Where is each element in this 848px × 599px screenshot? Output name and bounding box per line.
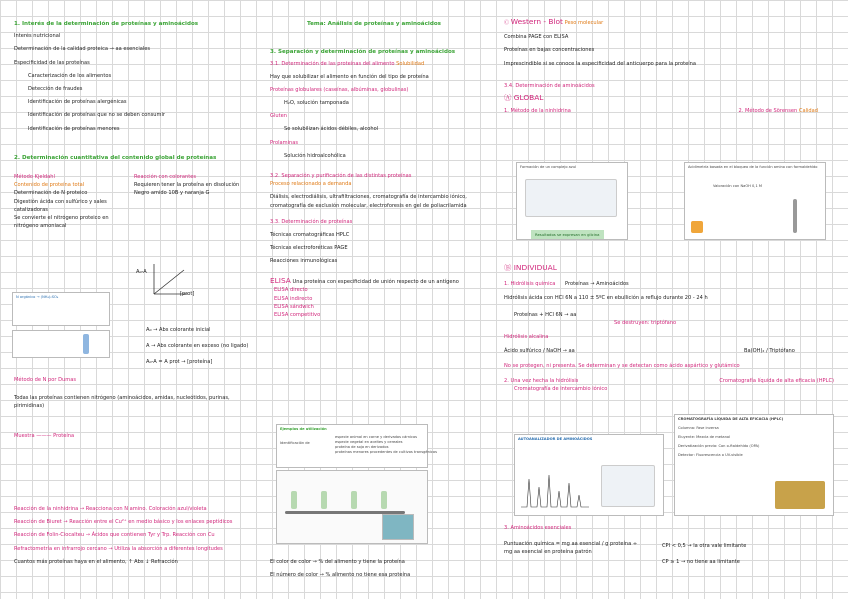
- burette-icon: [83, 334, 89, 354]
- cromat-label: Cromatografía de intercambio iónico: [514, 386, 608, 393]
- kjeldahl-items: [14, 189, 124, 237]
- elisa-panel-list: [333, 435, 439, 455]
- individual-section: [504, 264, 844, 393]
- aa-esenciales-section: [504, 524, 844, 565]
- burette-icon: [793, 199, 797, 233]
- elisa-bottom-lines: [270, 558, 410, 584]
- ninhidrina-panel: [516, 162, 628, 240]
- antibody-icon: [351, 491, 357, 509]
- sec33-item: Técnicas electroforéticas PAGE: [270, 244, 348, 251]
- ninh-result-wrap: [531, 221, 604, 240]
- bottom-bullet: Reacción de Folin-Ciocalteu → Ácidos que contienen Tyr y Trp. Reacción con Cu: [14, 532, 215, 539]
- elisa-item: ELISA competitivo: [274, 312, 321, 319]
- elisa-panel-item: especie animal en carne y derivados cárnicos: [335, 435, 418, 439]
- sec1-subitem: Caracterización de los alimentos: [28, 72, 112, 79]
- column-middle: [262, 0, 498, 599]
- bottom-line: El color de color → % del alimento y tiene la proteína: [270, 559, 405, 565]
- hplc-label: Cromatografía líquida de alta eficacia (HPLC): [719, 377, 834, 384]
- separacion-title: 2. Una vez hecha la hidrólisis: [504, 377, 579, 384]
- eq-2: A → Abs colorante en exceso (no ligado): [146, 343, 249, 349]
- dumas-title: Método de N por Dumas: [14, 377, 76, 383]
- elisa-photo: [382, 514, 414, 540]
- bottom-bullet: Reacción de la ninhidrina → Reacciona con N amino. Coloración azul/violeta: [14, 506, 207, 512]
- antibody-icon: [321, 491, 327, 509]
- ninh-result: Resultados se expresan en glicina: [531, 230, 604, 239]
- bottom-bullet: Cuantos más proteínas haya en el alimento, ↑ Abs ↓ Refracción: [14, 558, 178, 565]
- sec31-item: Se solubilizan ácidos débiles, alcohol: [284, 126, 379, 133]
- hplc-row: Eluyente: Mezcla de metanol: [678, 435, 731, 439]
- section-33-title: 3.3. Determinación de proteínas: [270, 219, 353, 226]
- sorensen-note: Calidad: [798, 108, 818, 115]
- hplc-row: Columna: Fase inversa: [678, 426, 719, 430]
- hidrolisis-title: 1. Hidrólisis química: [504, 281, 556, 288]
- elisa-panel-item: proteínas menores procedentes de cultivos transgénicos: [335, 450, 437, 454]
- reaccion-title: Reacción con colorantes: [134, 174, 196, 181]
- elisa-panel-item: especie vegetal en aceites y cereales: [335, 440, 403, 444]
- section-2-title: 2. Determinación cuantitativa del contenido global de proteínas: [14, 154, 217, 161]
- elisa-panel-item: proteína de soja en derivados: [335, 445, 389, 449]
- sec31-sub: Solubilidad: [396, 61, 425, 68]
- sec1-item: Interés nutricional: [14, 33, 61, 40]
- sec1-subitem: Identificación de proteínas alergénicas: [28, 99, 127, 106]
- western-item: Proteínas en bajas concentraciones: [504, 47, 595, 54]
- ninhidrina-title: 1. Método de la ninhidrina: [504, 108, 571, 115]
- hidrolisis-formula: Proteínas → Aminoácidos: [565, 281, 629, 288]
- sor-caption: Acidimetría basada en el bloqueo de la función amino con formaldehído: [688, 165, 818, 169]
- sec1-subitem: Detección de fraudes: [28, 86, 83, 93]
- reaction-caption: N orgánico → (NH₄)₂SO₄: [16, 295, 59, 299]
- kjeldahl-item: Determinación de N proteico: [14, 190, 88, 197]
- sor-icon: [691, 221, 703, 233]
- kjeldahl-reaction-image: [12, 292, 110, 326]
- basic-note: Ba(OH)₂ / Triptófano: [744, 348, 795, 355]
- cromat-panel: [514, 434, 664, 516]
- sec33-item: Reacciones inmunológicas: [270, 258, 338, 265]
- elisa-item: ELISA indirecto: [274, 295, 313, 302]
- bottom-bullet: Refractometría en infrarrojo cercano → Utiliza la absorción a diferentes longitudes: [14, 545, 223, 552]
- elisa-item: ELISA sándwich: [274, 303, 314, 310]
- hplc-panel: [674, 414, 834, 516]
- sec1-subitem: Identificación de proteínas que no se deben consumir: [28, 112, 165, 119]
- kjeldahl-item: Se convierte el nitrógeno proteico en nitrógeno amoniacal: [14, 215, 109, 230]
- aa-note-1: CPI < 0,5 → la otra vale limitante: [662, 543, 747, 549]
- dumas-scheme: Muestra ——— Proteína: [14, 433, 75, 439]
- graph-y-label: A₀-A: [136, 269, 147, 275]
- chromatogram: [521, 469, 591, 509]
- global-label-text: GLOBAL: [513, 94, 544, 103]
- sorensen-panel: [684, 162, 826, 240]
- sec1-item: Especificidad de las proteínas: [14, 59, 90, 66]
- cromat-panel-title: AUTOANALIZADOR DE AMINOÁCIDOS: [518, 437, 593, 441]
- bottom-line: El número de color → % alimento no tiene esa proteína: [270, 572, 411, 579]
- global-label: Ⓐ GLOBAL: [504, 94, 544, 103]
- elisa-panel-label: Identificación de: [280, 441, 310, 445]
- western-item: Imprescindible si se conoce la especificidad del anticuerpo para la proteína: [504, 60, 696, 67]
- section-1-title: 1. Interés de la determinación de proteínas y aminoácidos: [14, 21, 199, 27]
- column-left: [0, 0, 262, 599]
- antibody-icon: [291, 491, 297, 509]
- basic-result: Ácido sulfúrico / NaOH → aa: [504, 348, 575, 355]
- antibody-icon: [381, 491, 387, 509]
- elisa-text: Una proteína con especificidad de unión respecto de un antígeno: [292, 279, 459, 286]
- global-methods-row: [504, 107, 842, 115]
- eq-1: A₀ → Abs colorante inicial: [146, 327, 211, 333]
- elisa-header: [270, 277, 498, 286]
- western-note: Peso molecular: [564, 20, 604, 26]
- sec31-item: H₂O, solución tamponada: [284, 100, 349, 107]
- elisa-panel-title: Ejemplos de utilización: [280, 427, 327, 431]
- elisa-examples-panel: [276, 424, 437, 468]
- kjeldahl-valoracion-image: [12, 330, 110, 358]
- section-32-title: 3.2. Separación y purificación de las distintas proteínas: [270, 173, 412, 180]
- western-header: Ⓒ Western - Blot Peso molecular: [504, 18, 604, 26]
- main-title: Tema: Análisis de proteínas y aminoácidos: [307, 21, 441, 27]
- section-31-title: [270, 60, 498, 68]
- sec31-title-text: 3.1. Determinación de las proteínas del alimento: [270, 61, 395, 68]
- sec32-sub: Proceso relacionado a demanda: [270, 181, 352, 188]
- reaccion-item: Negro amido 10B y naranja G: [134, 190, 210, 197]
- graph-x-label: [prot]: [180, 291, 195, 297]
- hidrolisis-final: No se protegen, ni presenta. Se determinan y se detectan como ácido aspártico y glutámico: [504, 362, 740, 369]
- sec31-item: Proteínas globulares (caseínas, albúminas, globulinas): [270, 86, 409, 93]
- hplc-panel-title: CROMATOGRAFÍA LÍQUIDA DE ALTA EFICACIA (HPLC): [678, 417, 784, 421]
- aa-esenciales-title: 3. Aminoácidos esenciales: [504, 525, 572, 531]
- sec1-subitem: Identificación de proteínas menores: [28, 125, 120, 132]
- bottom-bullets: [14, 505, 254, 571]
- hidrolisis-text: Hidrólisis ácida con HCl 6N a 110 ± 5ºC en ebullición a reflujo durante 20 - 24 h: [504, 295, 708, 302]
- kjeldahl-block: [14, 173, 124, 299]
- eq-3: A₀-A = A prot → [proteína]: [146, 359, 213, 365]
- analyzer-image: [601, 465, 655, 507]
- kjeldahl-item: Digestión ácida con sulfúrico y sales catalizadoras: [14, 198, 107, 213]
- kjeldahl-title: Método Kjeldahl: [14, 174, 55, 181]
- aa-note-2: CP ≥ 1 → no tiene aa limitante: [662, 559, 740, 565]
- bottom-bullet: Reacción de Biuret → Reacción entre el Cu²⁺ en medio básico y los enlaces peptídicos: [14, 519, 233, 526]
- aa-ratio: Puntuación química = mg aa esencial / g proteína ÷ mg aa esencial en proteína patrón: [504, 541, 638, 556]
- individual-label: Ⓑ INDIVIDUAL: [504, 264, 557, 272]
- sec31-item: Solución hidroalcohólica: [284, 152, 346, 159]
- sec31-intro: Hay que solubilizar el alimento en función del tipo de proteína: [270, 73, 429, 80]
- hplc-row: Detector: Fluorescencia o UV-visible: [678, 453, 743, 457]
- section-34-title: 3.4. Determinación de aminoácidos: [504, 82, 595, 89]
- individual-label-text: INDIVIDUAL: [513, 264, 557, 272]
- methods-row: [14, 173, 262, 365]
- basic-label: Hidrólisis alcalina: [504, 334, 549, 341]
- ninh-caption: Formación de un complejo azul: [520, 165, 577, 169]
- reaccion-block: [134, 173, 254, 365]
- elisa-item: ELISA directo: [274, 287, 308, 294]
- sorensen-title-text: 2. Método de Sörensen: [738, 108, 798, 115]
- hplc-row: Derivatización previa: Con o-ftaldehído (OPA): [678, 444, 760, 448]
- sorensen-title: [738, 107, 818, 115]
- kjeldahl-note: Contenido de proteína total: [14, 182, 85, 189]
- sor-valor: Valoración con NaOH 0,1 M: [713, 184, 762, 188]
- section-3-title: 3. Separación y determinación de proteínas y aminoácidos: [270, 49, 456, 56]
- column-right: [498, 0, 848, 599]
- sec31-item: Gluten: [270, 113, 287, 120]
- separation-row: [504, 377, 844, 385]
- sec31-item: Prolaminas: [270, 139, 298, 146]
- hplc-equipment-image: [775, 481, 825, 509]
- acid-result: Proteínas + HCl 6N → aa: [514, 311, 577, 318]
- acid-note: Se destruyen: triptófano: [614, 319, 677, 326]
- elisa-label: ELISA: [270, 277, 291, 286]
- hidrolisis-header: [504, 280, 844, 288]
- western-item: Combina PAGE con ELISA: [504, 34, 569, 41]
- sec32-text: Diálisis, electrodiálisis, ultrafiltraciones, cromatografía de intercambio iónico, cromatografía de exclusión molecular, electroforesis en gel de poliacrilamida: [270, 194, 467, 210]
- sec33-item: Técnicas cromatográficas HPLC: [270, 231, 350, 238]
- reaccion-item: Requieren tener la proteína en disolución: [134, 182, 240, 189]
- dumas-text: Todas las proteínas contienen nitrógeno (aminoácidos, amidas, nucleótidos, purinas, pirimidinas): [14, 395, 230, 410]
- western-label: Western - Blot: [510, 18, 563, 26]
- ninh-structures: [525, 179, 617, 217]
- sec1-item: Determinación de la calidad proteica → aa esenciales: [14, 46, 151, 53]
